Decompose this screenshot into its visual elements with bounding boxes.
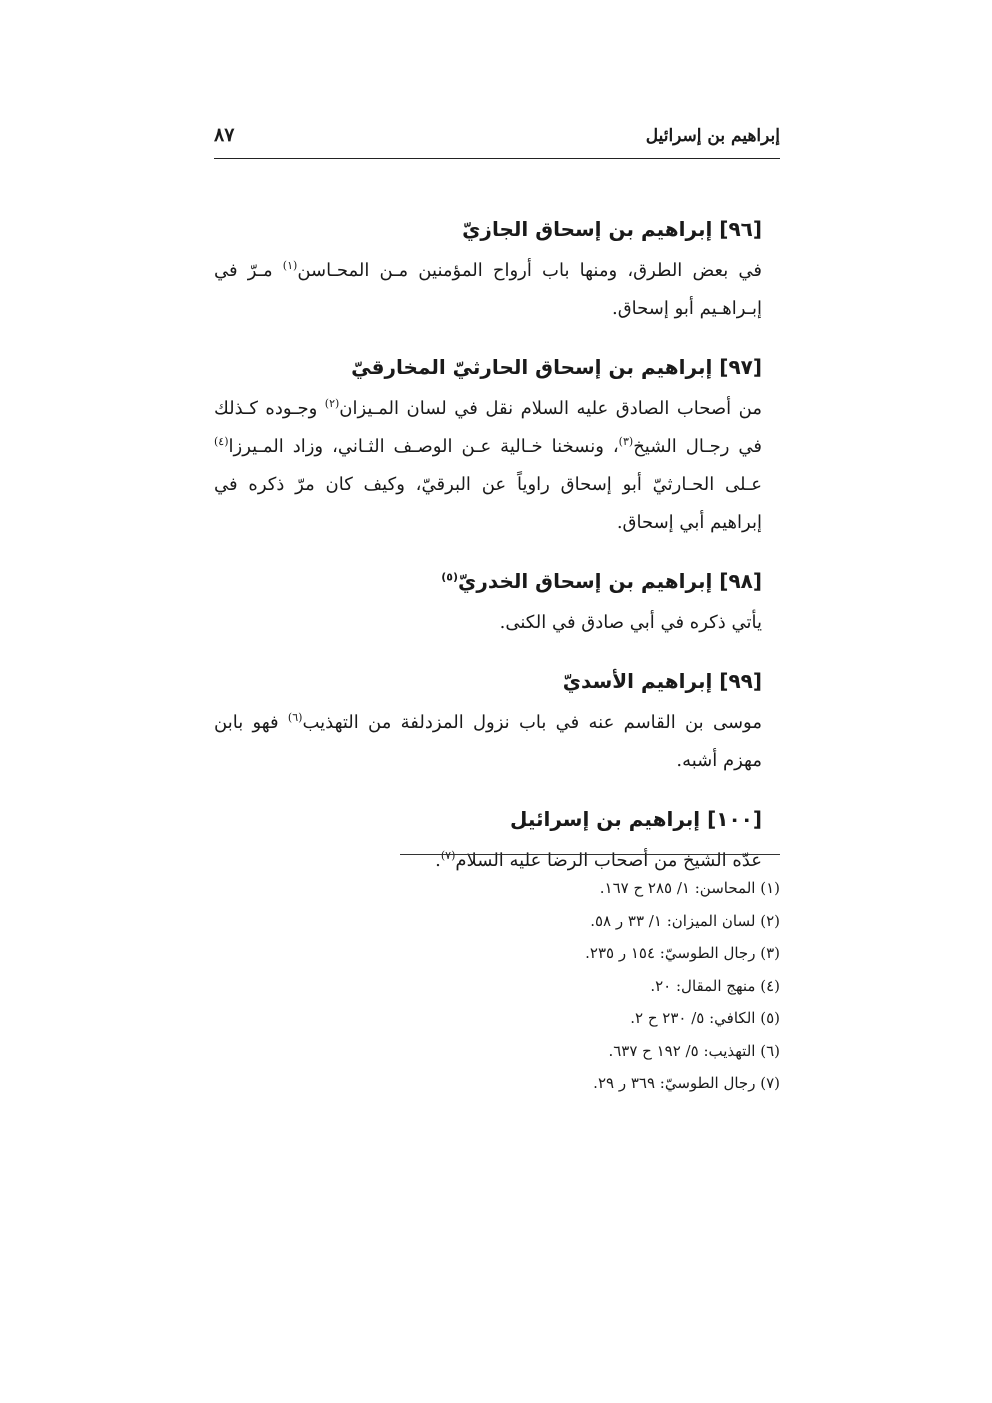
heading-text: [٩٨] إبراهيم بن إسحاق الخدريّ <box>458 569 762 593</box>
entry-99 <box>214 664 762 780</box>
footnote-divider <box>400 854 780 855</box>
entry-heading: [٩٩] إبراهيم الأسديّ <box>562 669 762 693</box>
entry-body <box>214 704 762 780</box>
text-segment: وجـوده كـذلك في رجـال الشيخ <box>214 398 762 457</box>
entry-body <box>214 252 762 328</box>
text-segment: في بعض الطرق، ومنها باب أرواح المؤمنين مـن المحـاسن <box>297 260 762 281</box>
footnote-ref[interactable]: (٤) <box>214 435 229 448</box>
text-segment: من أصحاب الصادق عليه السلام نقل في لسان المـيزان <box>339 398 762 419</box>
text-segment: يأتي ذكره في أبي صادق في الكنى. <box>499 612 762 633</box>
page-number: ٨٧ <box>214 124 235 146</box>
entry-96 <box>214 212 762 328</box>
footnote-ref[interactable]: (٧) <box>440 849 456 862</box>
main-text <box>214 212 762 902</box>
text-segment: . <box>435 850 441 871</box>
footnote-4: (٤) منهج المقال: ٢٠. <box>650 976 780 995</box>
footnote-7: (٧) رجال الطوسيّ: ٣٦٩ ر ٢٩. <box>593 1074 780 1092</box>
entry-heading: [٩٦] إبراهيم بن إسحاق الجازيّ <box>462 217 762 241</box>
footnote-ref[interactable]: (٦) <box>287 711 303 724</box>
text-segment: موسى بن القاسم عنه في باب نزول المزدلفة من التهذيب <box>302 712 762 733</box>
text-segment: مـرّ في إبـراهـيم أبو إسحاق. <box>214 260 762 319</box>
entry-100 <box>214 802 762 880</box>
footnotes-list <box>400 872 780 1100</box>
entry-heading <box>214 564 762 598</box>
entry-heading: [٩٧] إبراهيم بن إسحاق الحارثيّ المخارقيّ <box>351 355 762 379</box>
entry-body <box>214 604 762 642</box>
footnote-2: (٢) لسان الميزان: ١/ ٣٣ ر ٥٨. <box>590 911 780 930</box>
entry-heading: [١٠٠] إبراهيم بن إسرائيل <box>509 807 762 831</box>
footnote-1: (١) المحاسن: ١/ ٢٨٥ ح ١٦٧. <box>599 879 780 897</box>
entry-98 <box>214 564 762 642</box>
text-segment: عدّه الشيخ من أصحاب الرضا عليه السلام <box>455 850 762 871</box>
footnote-ref[interactable]: (٥) <box>441 570 459 584</box>
footnote-ref[interactable]: (١) <box>282 259 298 272</box>
entry-body <box>214 390 762 542</box>
text-segment: ، ونسخنا خـالية عـن الوصـف الثـاني، وزاد المـيرزا <box>228 436 619 457</box>
footnote-ref[interactable]: (٣) <box>618 435 634 448</box>
footnote-6: (٦) التهذيب: ٥/ ١٩٢ ح ٦٣٧. <box>608 1041 780 1060</box>
footnote-ref[interactable]: (٢) <box>324 397 340 410</box>
footnote-3: (٣) رجال الطوسيّ: ١٥٤ ر ٢٣٥. <box>585 944 780 962</box>
text-segment: فهو بابن مهزم أشبه. <box>214 712 762 771</box>
running-header <box>214 118 780 159</box>
footnote-5: (٥) الكافي: ٥/ ٢٣٠ ح ٢. <box>630 1009 780 1027</box>
text-segment: عـلى الحـارثيّ أبو إسحاق راوياً عن البرقيّ، وكيف كان مرّ ذكره في إبراهيم أبي إسحاق. <box>214 474 762 533</box>
entry-97 <box>214 350 762 542</box>
running-title: إبراهيم بن إسرائيل <box>645 126 780 146</box>
